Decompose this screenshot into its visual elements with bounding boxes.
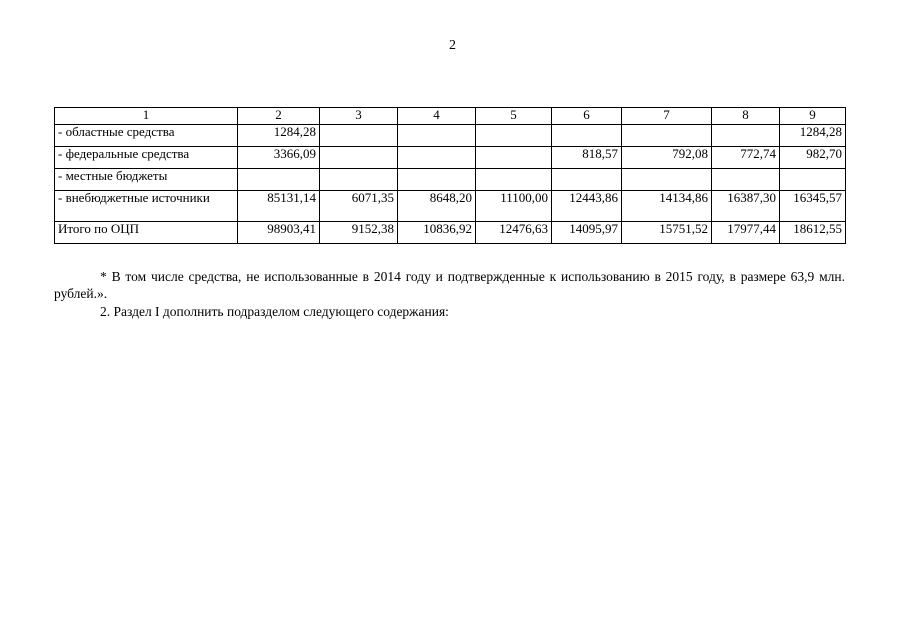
table-cell [622, 125, 712, 147]
table-cell: 12443,86 [552, 191, 622, 222]
table-cell [476, 169, 552, 191]
table-cell: 792,08 [622, 147, 712, 169]
row-label: - федеральные средства [55, 147, 238, 169]
table-cell: 15751,52 [622, 222, 712, 244]
column-header: 7 [622, 108, 712, 125]
table-cell: 18612,55 [780, 222, 846, 244]
table-cell [552, 169, 622, 191]
column-header: 8 [712, 108, 780, 125]
table-header-row [55, 108, 846, 125]
table-cell: 17977,44 [712, 222, 780, 244]
column-header: 3 [320, 108, 398, 125]
funding-table [54, 107, 846, 244]
table-total-row [55, 222, 846, 244]
table-cell [398, 125, 476, 147]
table-cell: 1284,28 [780, 125, 846, 147]
column-header: 1 [55, 108, 238, 125]
table-cell [712, 125, 780, 147]
table-cell: 3366,09 [238, 147, 320, 169]
table-row [55, 169, 846, 191]
table-cell: 98903,41 [238, 222, 320, 244]
column-header: 9 [780, 108, 846, 125]
table-cell [238, 169, 320, 191]
table-cell [622, 169, 712, 191]
column-header: 6 [552, 108, 622, 125]
table-cell: 16345,57 [780, 191, 846, 222]
section-note: 2. Раздел I дополнить подразделом следующего содержания: [100, 304, 449, 319]
table-cell: 14134,86 [622, 191, 712, 222]
row-label: - местные бюджеты [55, 169, 238, 191]
table-cell: 772,74 [712, 147, 780, 169]
table-cell: 85131,14 [238, 191, 320, 222]
table-cell [320, 147, 398, 169]
table-cell: 818,57 [552, 147, 622, 169]
column-header: 5 [476, 108, 552, 125]
table-cell [398, 147, 476, 169]
table-row [55, 125, 846, 147]
footnote: * В том числе средства, не использованные в 2014 году и подтвержденные к использованию в 2015 году, в размере 63,9 млн. рублей.». [54, 269, 845, 301]
table-cell [398, 169, 476, 191]
table-cell: 6071,35 [320, 191, 398, 222]
table-cell: 12476,63 [476, 222, 552, 244]
row-label: - областные средства [55, 125, 238, 147]
table-cell [476, 125, 552, 147]
table-row [55, 191, 846, 222]
table-cell [476, 147, 552, 169]
page-number: 2 [449, 38, 456, 53]
table-row [55, 147, 846, 169]
table-cell: 10836,92 [398, 222, 476, 244]
table-cell [552, 125, 622, 147]
table-cell: 8648,20 [398, 191, 476, 222]
table-cell: 11100,00 [476, 191, 552, 222]
table-cell: 14095,97 [552, 222, 622, 244]
row-label: Итого по ОЦП [55, 222, 238, 244]
table-cell: 982,70 [780, 147, 846, 169]
column-header: 4 [398, 108, 476, 125]
table-cell: 9152,38 [320, 222, 398, 244]
column-header: 2 [238, 108, 320, 125]
table-cell [780, 169, 846, 191]
table-cell: 1284,28 [238, 125, 320, 147]
table-cell [320, 169, 398, 191]
row-label: - внебюджетные источники [55, 191, 238, 222]
table-cell [712, 169, 780, 191]
table-cell [320, 125, 398, 147]
table-cell: 16387,30 [712, 191, 780, 222]
